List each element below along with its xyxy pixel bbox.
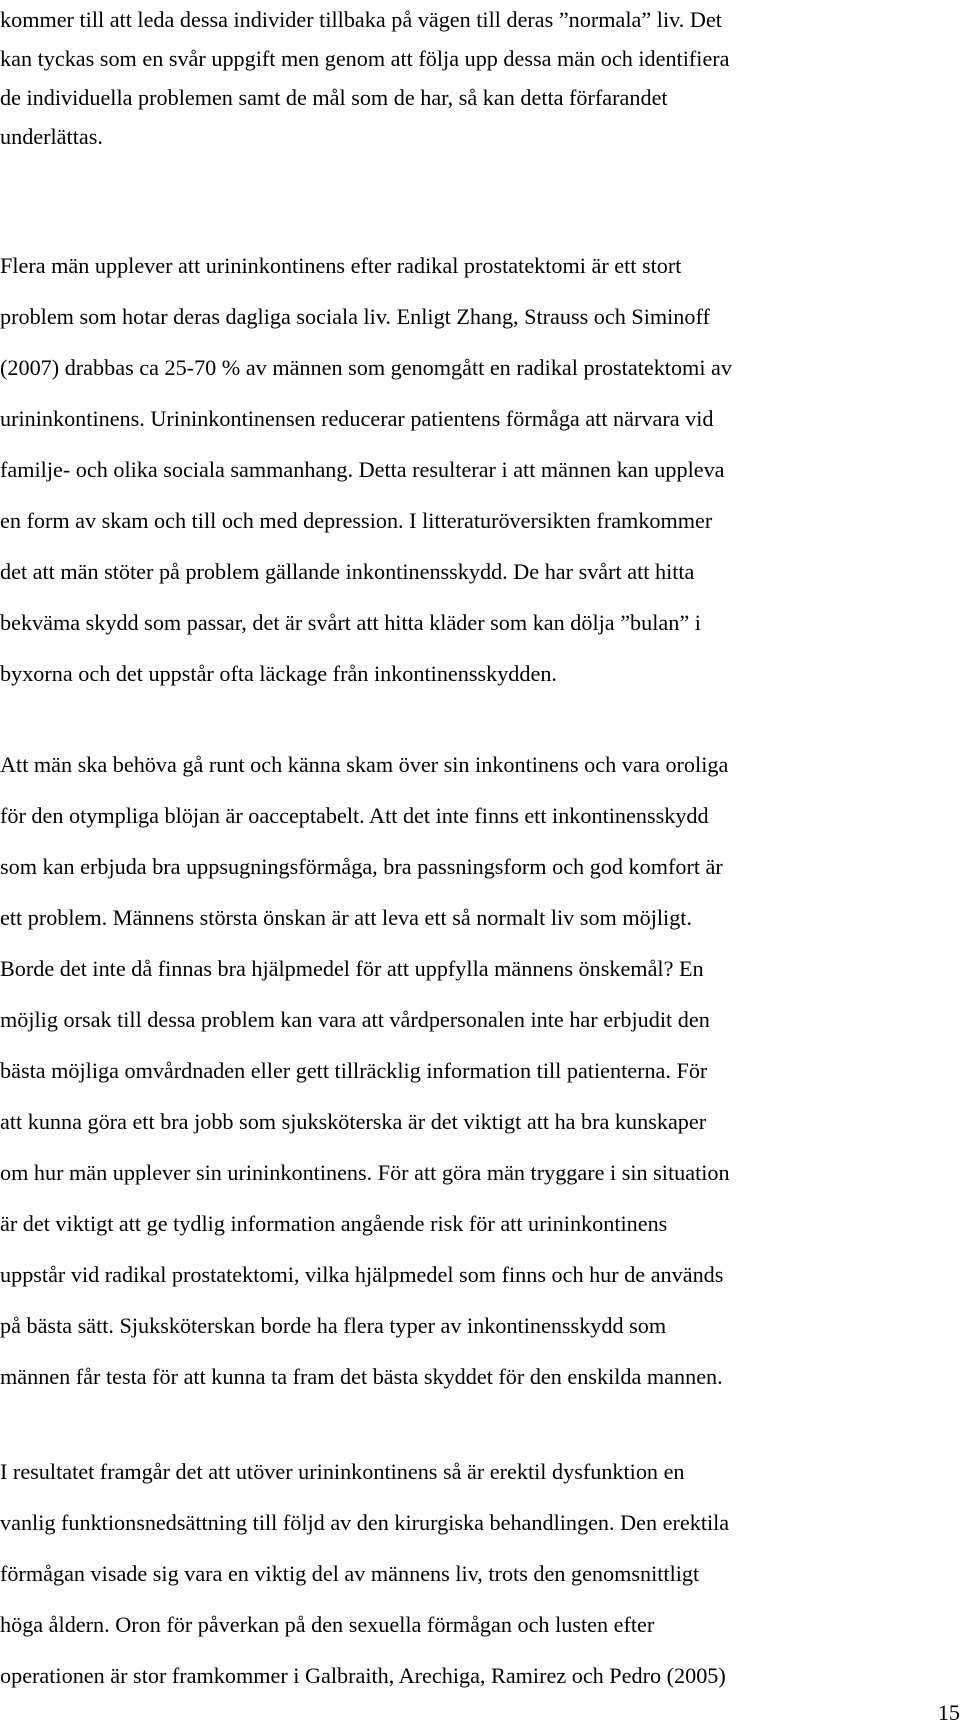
text-line: urininkontinens. Urininkontinensen reducerar patientens förmåga att närvara vid (0, 406, 714, 431)
page-number: 15 (937, 1700, 960, 1725)
text-line: Att män ska behöva gå runt och känna skam över sin inkontinens och vara oroliga (0, 752, 729, 777)
paragraph (0, 1446, 960, 1701)
text-line: problem som hotar deras dagliga sociala liv. Enligt Zhang, Strauss och Siminoff (0, 304, 710, 329)
text-line: underlättas. (0, 124, 103, 149)
text-line: operationen är stor framkommer i Galbraith, Arechiga, Ramirez och Pedro (2005) (0, 1663, 726, 1688)
text-line: byxorna och det uppstår ofta läckage från inkontinensskydden. (0, 661, 557, 686)
paragraph (0, 240, 960, 699)
text-line: kan tyckas som en svår uppgift men genom att följa upp dessa män och identifiera (0, 46, 730, 71)
text-line: (2007) drabbas ca 25-70 % av männen som genomgått en radikal prostatektomi av (0, 355, 732, 380)
text-line: som kan erbjuda bra uppsugningsförmåga, bra passningsform och god komfort är (0, 854, 723, 879)
text-line: för den otympliga blöjan är oacceptabelt. Att det inte finns ett inkontinensskydd (0, 803, 709, 828)
text-line: Flera män upplever att urininkontinens efter radikal prostatektomi är ett stort (0, 253, 682, 278)
text-line: vanlig funktionsnedsättning till följd av den kirurgiska behandlingen. Den erektila (0, 1510, 730, 1535)
text-line: det att män stöter på problem gällande inkontinensskydd. De har svårt att hitta (0, 559, 695, 584)
paragraph (0, 739, 960, 1402)
text-line: att kunna göra ett bra jobb som sjuksköterska är det viktigt att ha bra kunskaper (0, 1109, 707, 1134)
text-line: bekväma skydd som passar, det är svårt att hitta kläder som kan dölja ”bulan” i (0, 610, 701, 635)
paragraph (0, 0, 960, 156)
text-line: om hur män upplever sin urininkontinens. För att göra män tryggare i sin situation (0, 1160, 730, 1185)
text-line: Borde det inte då finnas bra hjälpmedel för att uppfylla männens önskemål? En (0, 956, 704, 981)
text-line: de individuella problemen samt de mål som de har, så kan detta förfarandet (0, 85, 668, 110)
text-line: en form av skam och till och med depression. I litteraturöversikten framkommer (0, 508, 713, 533)
text-line: bästa möjliga omvårdnaden eller gett tillräcklig information till patienterna. För (0, 1058, 708, 1083)
text-line: I resultatet framgår det att utöver urininkontinens så är erektil dysfunktion en (0, 1459, 685, 1484)
text-line: på bästa sätt. Sjuksköterskan borde ha flera typer av inkontinensskydd som (0, 1313, 667, 1338)
text-line: familje- och olika sociala sammanhang. Detta resulterar i att männen kan uppleva (0, 457, 725, 482)
text-line: ett problem. Männens största önskan är att leva ett så normalt liv som möjligt. (0, 905, 692, 930)
text-line: uppstår vid radikal prostatektomi, vilka hjälpmedel som finns och hur de används (0, 1262, 724, 1287)
text-line: kommer till att leda dessa individer tillbaka på vägen till deras ”normala” liv. Det (0, 7, 722, 32)
text-line: höga åldern. Oron för påverkan på den sexuella förmågan och lusten efter (0, 1612, 655, 1637)
text-line: männen får testa för att kunna ta fram det bästa skyddet för den enskilda mannen. (0, 1364, 723, 1389)
text-line: är det viktigt att ge tydlig information angående risk för att urininkontinens (0, 1211, 668, 1236)
text-line: möjlig orsak till dessa problem kan vara att vårdpersonalen inte har erbjudit den (0, 1007, 710, 1032)
text-line: förmågan visade sig vara en viktig del av männens liv, trots den genomsnittligt (0, 1561, 700, 1586)
